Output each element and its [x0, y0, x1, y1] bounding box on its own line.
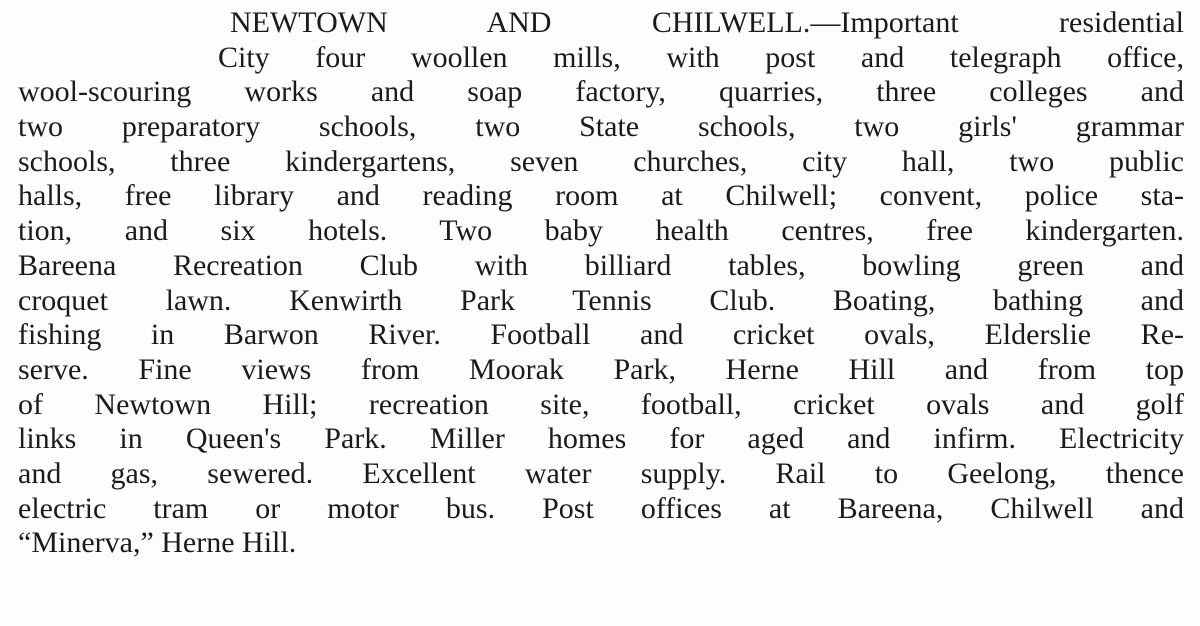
text-line: “Minerva,” Herne Hill. — [18, 526, 297, 560]
text-line: fishing in Barwon River. Football and cricket ovals, Elderslie Re- — [18, 318, 1184, 352]
text-line: wool-scouring works and soap factory, quarries, three colleges and — [18, 75, 1184, 109]
text-line: NEWTOWN AND CHILWELL.—Important residential — [230, 6, 1184, 39]
text-line: two preparatory schools, two State schools, two girls' grammar — [18, 110, 1184, 144]
text-line: electric tram or motor bus. Post offices at Bareena, Chilwell and — [18, 491, 1184, 525]
text-line: of Newtown Hill; recreation site, football, cricket ovals and golf — [18, 387, 1184, 421]
text-line: halls, free library and reading room at Chilwell; convent, police sta- — [18, 179, 1184, 213]
text-line: links in Queen's Park. Miller homes for aged and infirm. Electricity — [18, 422, 1184, 456]
text-line: serve. Fine views from Moorak Park, Herne Hill and from top — [18, 352, 1184, 386]
article-paragraph — [18, 6, 1184, 561]
text-line: tion, and six hotels. Two baby health centres, free kindergarten. — [18, 214, 1184, 248]
text-line: croquet lawn. Kenwirth Park Tennis Club. Boating, bathing and — [18, 283, 1184, 317]
text-line: schools, three kindergartens, seven churches, city hall, two public — [18, 144, 1184, 178]
text-line: and gas, sewered. Excellent water supply. Rail to Geelong, thence — [18, 456, 1184, 490]
text-line: City four woollen mills, with post and telegraph office, — [218, 40, 1184, 74]
text-line: Bareena Recreation Club with billiard tables, bowling green and — [18, 248, 1184, 282]
